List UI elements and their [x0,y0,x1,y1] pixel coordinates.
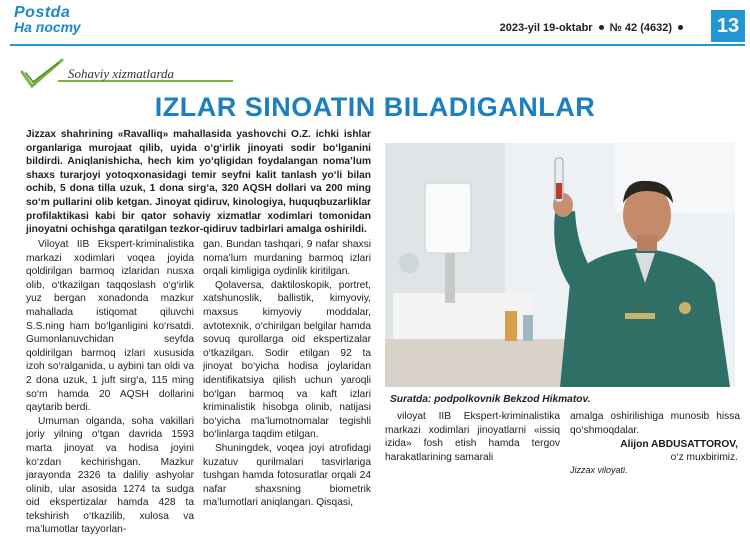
paragraph: Viloyat IIB Ekspert-kriminalistika markazi xodimlari voqea joyida qoldirilgan barmoq izlaridan nusxa olib, o‘tkazilgan taqqoslash o‘g‘irlik yuz bergan xonadonda mazkur mahallada istiqomat qiluvchi S.S.ning ham bo‘lganligini ko‘rsatdi. Gumonlanuvchidan seyfda qoldirilgan barmoq izlari xususida izoh so‘ralganida, u aybini tan oldi va 2 dona uzuk, 1 juft sirg‘a, 115 ming so‘m hamda 20 AQSH dollarini qaytarib berdi. [26,239,194,414]
author-signature [570,438,738,464]
paragraph: Qolaversa, daktiloskopik, portret, xatshunoslik, ballistik, kimyoviy, maxsus kimyoviy moddalar, avtotexnik, o‘chirilgan belgilar hamda sovuq qurollarga oid ekspertizalar o‘tkazilgan. Sodir etilgan 92 ta jinoyat bo‘yicha hodisa joylaridan identifikatsiya qilish uchun yaroqli bo‘lgan barmoq va kaft izlari kriminalistik hisobga olinib, natijasi bo‘yicha ma’lumotnomalar tegishli bo‘linlarga taqdim etilgan. [203,279,371,441]
section-rubric [18,58,338,90]
bullet-icon [599,25,604,30]
paragraph: amalga oshirilishiga munosib hissa qo‘shmoqdalar. [570,411,740,436]
paragraph: gan. Bundan tashqari, 9 nafar shaxsi noma’lum murdaning barmoq izlari orqali kimligiga oydinlik kiritilgan. [203,239,371,278]
paragraph: viloyat IIB Ekspert-kriminalistika markazi xodimlari jinoyatlarni «issiq izida» fosh etish hamda tergov harakatlarining samarali [385,411,560,463]
newspaper-logo[interactable] [14,6,81,34]
text-column-2 [203,238,371,510]
photo-illustration [385,143,735,387]
photo-caption: Suratda: podpolkovnik Bekzod Hikmatov. [390,394,591,405]
paragraph: Umuman olganda, soha vakillari joriy yilning o‘tgan davrida 1593 marta jinoyat va hodisa joyini ko‘zdan kechirishgan. Mazkur jarayonda 2326 ta daliliy ashyolar olinib, ular asosida 1274 ta sudga oid ekspertizalar hamda 428 ta tekshirish o‘tkazilib, xulosa va ma’lumotlar tayyorlan- [26,415,194,536]
issue-info [500,22,689,34]
logo-line-1: Postda [14,4,71,21]
bullet-icon [678,25,683,30]
article-photo[interactable] [385,143,735,387]
rubric-label: Sohaviy xizmatlarda [68,66,175,81]
author-role: o‘z muxbirimiz. [670,452,738,463]
check-mark-icon [18,58,66,90]
issue-date: 2023-yil 19-oktabr [499,22,593,34]
article-lead: Jizzax shahrining «Ravalliq» mahallasida yashovchi O.Z. ichki ishlar organlariga murojaat qilib, uyida o‘g‘irlik jinoyati sodir bo‘lganini bildirdi. Aniqlanishicha, hech kim yo‘qligidan foydalangan noma’lum shaxs turarjoyi yotoqxonasidagi temir seyfni kalit tanlash yo‘li bilan ochib, 5 dona tilla uzuk, 1 dona sirg‘a, 320 AQSH dollari va 200 ming so‘m pullarini olib ketgan. Jinoyat qidiruv, kinologiya, huquqbuzarliklar profilaktikasi kabi bir qator sohaviy xizmatlar xodimlari tomonidan jinoyatni ochishga qaratilgan tezkor-qidiruv tadbirlari amalga oshirildi. [26,129,371,236]
logo-line-2: На посту [14,19,81,35]
masthead [10,4,745,44]
text-column-1 [26,238,194,537]
author-region: Jizzax viloyati. [570,465,628,475]
article-headline: IZLAR SINOATIN BILADIGANLAR [154,92,596,122]
author-name: Alijon ABDUSATTOROV, [620,439,738,450]
issue-number: № 42 (4632) [609,22,672,34]
paragraph: Shuningdek, voqea joyi atrofidagi kuzatuv qurilmalari tasvirlariga tushgan hamda fotosuratlar orqali 24 nafar shaxsning biometrik ma’lumotlari aniqlangan. Qisqasi, [203,442,371,509]
text-column-3 [385,410,560,464]
text-column-4 [570,410,740,437]
header-divider [10,44,745,46]
page-number-badge: 13 [711,10,745,42]
